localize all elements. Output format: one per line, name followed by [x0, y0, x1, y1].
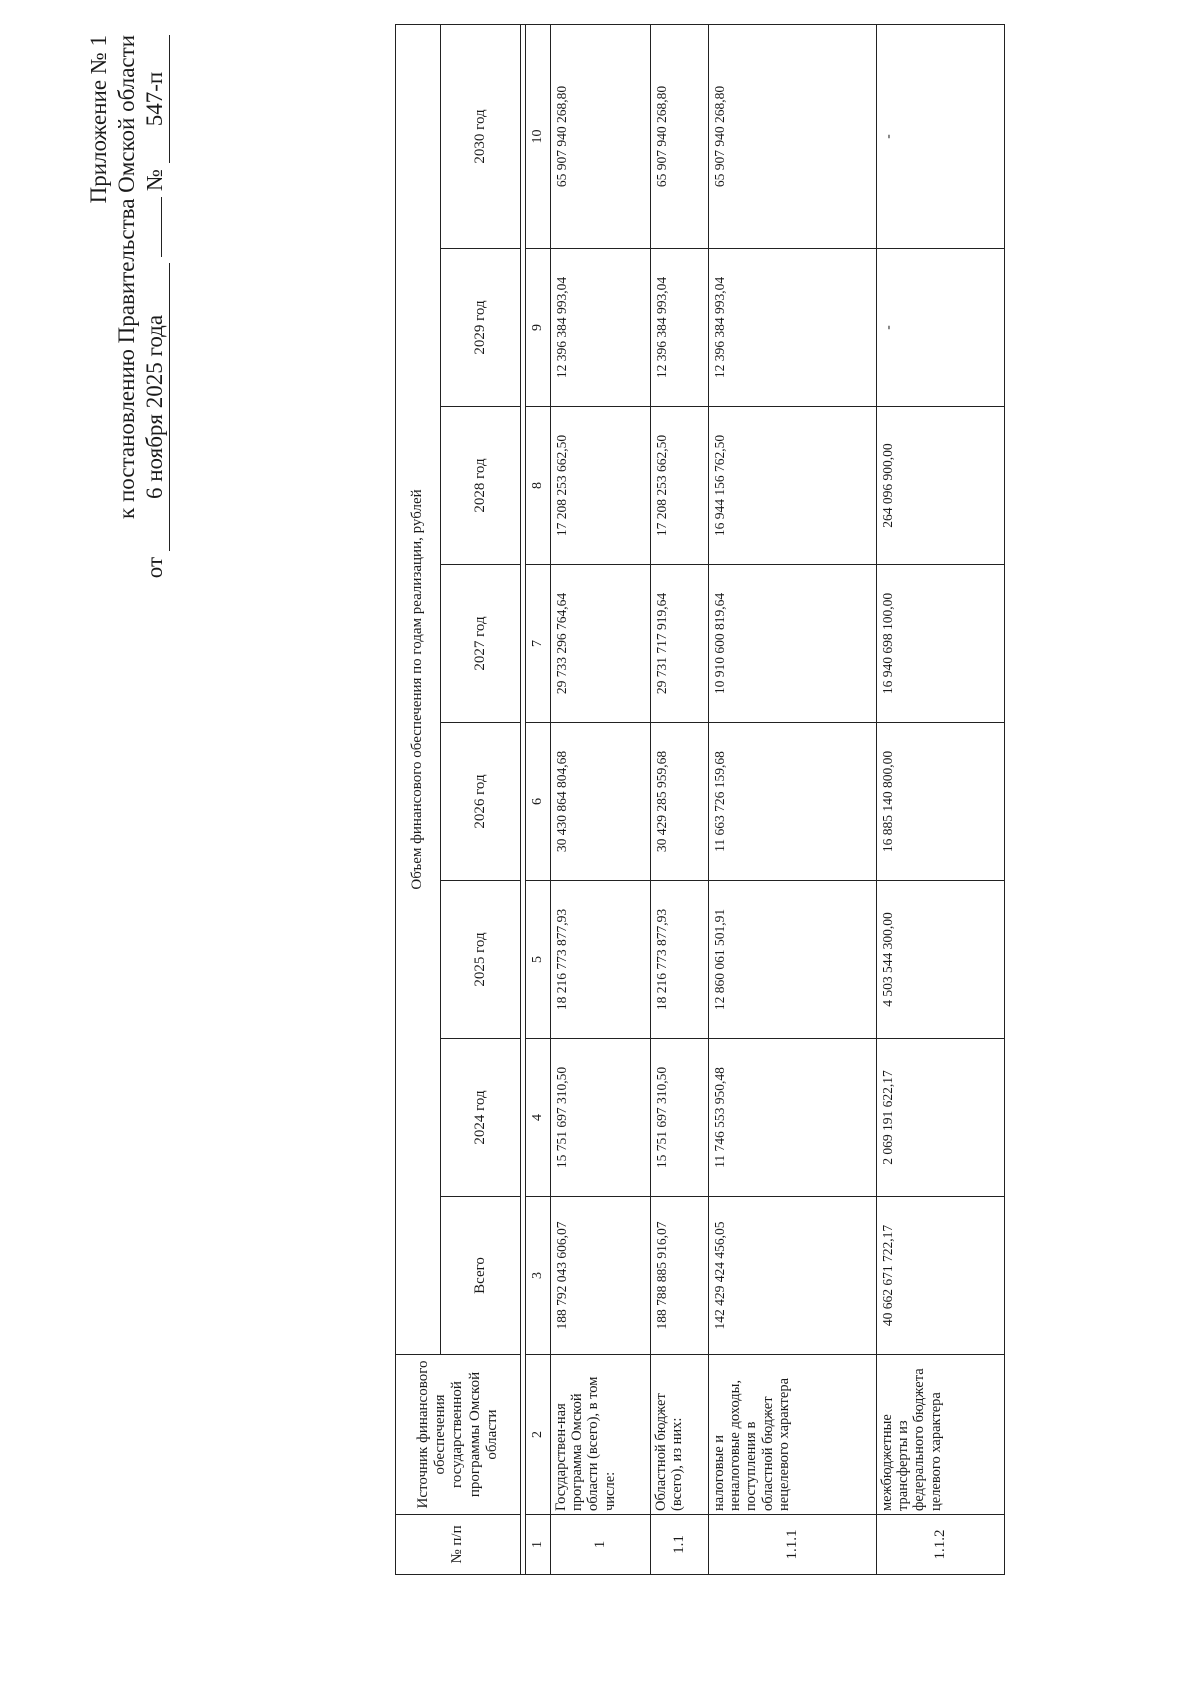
col-header-group: Объем финансового обеспечения по годам реализации, рублей — [396, 24, 441, 1354]
value-2030: 65 907 940 268,80 — [709, 24, 877, 248]
row-source: Государствен-ная программа Омской области (всего), в том числе: — [551, 1355, 651, 1515]
value-2024: 11 746 553 950,48 — [709, 1039, 877, 1197]
row-number: 1 — [551, 1515, 651, 1575]
col-number: 8 — [526, 407, 551, 565]
value-2029: 12 396 384 993,04 — [709, 249, 877, 407]
value-total: 40 662 671 722,17 — [877, 1197, 1005, 1355]
value-2025: 4 503 544 300,00 — [877, 881, 1005, 1039]
value-2024: 2 069 191 622,17 — [877, 1039, 1005, 1197]
value-2029: - — [877, 249, 1005, 407]
col-header-2029: 2029 год — [441, 249, 521, 407]
col-number: 2 — [526, 1355, 551, 1515]
col-number: 1 — [526, 1515, 551, 1575]
value-2027: 29 733 296 764,64 — [551, 565, 651, 723]
table-row — [651, 24, 709, 1574]
value-2027: 10 910 600 819,64 — [709, 565, 877, 723]
col-header-2024: 2024 год — [441, 1039, 521, 1197]
row-number: 1.1 — [651, 1515, 709, 1575]
decree-date-number — [141, 35, 170, 835]
col-number: 9 — [526, 249, 551, 407]
value-2030: - — [877, 24, 1005, 248]
value-2030: 65 907 940 268,80 — [651, 24, 709, 248]
appendix-title: Приложение № 1 — [86, 35, 111, 204]
col-header-2030: 2030 год — [441, 24, 521, 248]
table-row — [551, 24, 651, 1574]
row-number: 1.1.2 — [877, 1515, 1005, 1575]
table-row — [877, 24, 1005, 1574]
value-2025: 18 216 773 877,93 — [651, 881, 709, 1039]
col-number: 7 — [526, 565, 551, 723]
value-total: 142 429 424 456,05 — [709, 1197, 877, 1355]
row-source: Областной бюджет (всего), из них: — [651, 1355, 709, 1515]
col-header-2027: 2027 год — [441, 565, 521, 723]
value-2029: 12 396 384 993,04 — [551, 249, 651, 407]
col-header-2028: 2028 год — [441, 407, 521, 565]
decree-date: 6 ноября 2025 года — [141, 263, 170, 551]
value-2030: 65 907 940 268,80 — [551, 24, 651, 248]
value-2027: 29 731 717 919,64 — [651, 565, 709, 723]
col-header-2025: 2025 год — [441, 881, 521, 1039]
column-number-row — [526, 24, 551, 1574]
decree-number: 547-п — [141, 35, 170, 163]
value-2028: 17 208 253 662,50 — [551, 407, 651, 565]
col-header-source: Источник финансового обеспечения государственной программы Омской области — [396, 1355, 521, 1515]
value-2026: 30 429 285 959,68 — [651, 723, 709, 881]
col-header-total: Всего — [441, 1197, 521, 1355]
value-2026: 30 430 864 804,68 — [551, 723, 651, 881]
value-2028: 16 944 156 762,50 — [709, 407, 877, 565]
number-sign: № — [142, 169, 168, 191]
decree-reference: к постановлению Правительства Омской области — [114, 35, 140, 519]
value-2025: 12 860 061 501,91 — [709, 881, 877, 1039]
col-number: 5 — [526, 881, 551, 1039]
row-source: межбюджетные трансферты из федерального бюджета целевого характера — [877, 1355, 1005, 1515]
value-2027: 16 940 698 100,00 — [877, 565, 1005, 723]
value-total: 188 788 885 916,07 — [651, 1197, 709, 1355]
date-prefix: от — [142, 556, 168, 579]
col-number: 10 — [526, 24, 551, 248]
value-total: 188 792 043 606,07 — [551, 1197, 651, 1355]
value-2024: 15 751 697 310,50 — [651, 1039, 709, 1197]
header-row-2 — [441, 24, 521, 1574]
header-row-1 — [396, 24, 441, 1574]
value-2029: 12 396 384 993,04 — [651, 249, 709, 407]
value-2025: 18 216 773 877,93 — [551, 881, 651, 1039]
row-source: налоговые и неналоговые доходы, поступления в областной бюджет нецелевого характера — [709, 1355, 877, 1515]
value-2026: 16 885 140 800,00 — [877, 723, 1005, 881]
date-underline-tail — [161, 197, 162, 257]
col-header-no: № п/п — [396, 1515, 521, 1575]
table-row — [709, 24, 877, 1574]
col-number: 6 — [526, 723, 551, 881]
col-number: 3 — [526, 1197, 551, 1355]
value-2028: 17 208 253 662,50 — [651, 407, 709, 565]
financing-table — [395, 24, 1005, 1575]
value-2026: 11 663 726 159,68 — [709, 723, 877, 881]
col-number: 4 — [526, 1039, 551, 1197]
value-2028: 264 096 900,00 — [877, 407, 1005, 565]
row-number: 1.1.1 — [709, 1515, 877, 1575]
document-header — [85, 35, 170, 835]
value-2024: 15 751 697 310,50 — [551, 1039, 651, 1197]
col-header-2026: 2026 год — [441, 723, 521, 881]
